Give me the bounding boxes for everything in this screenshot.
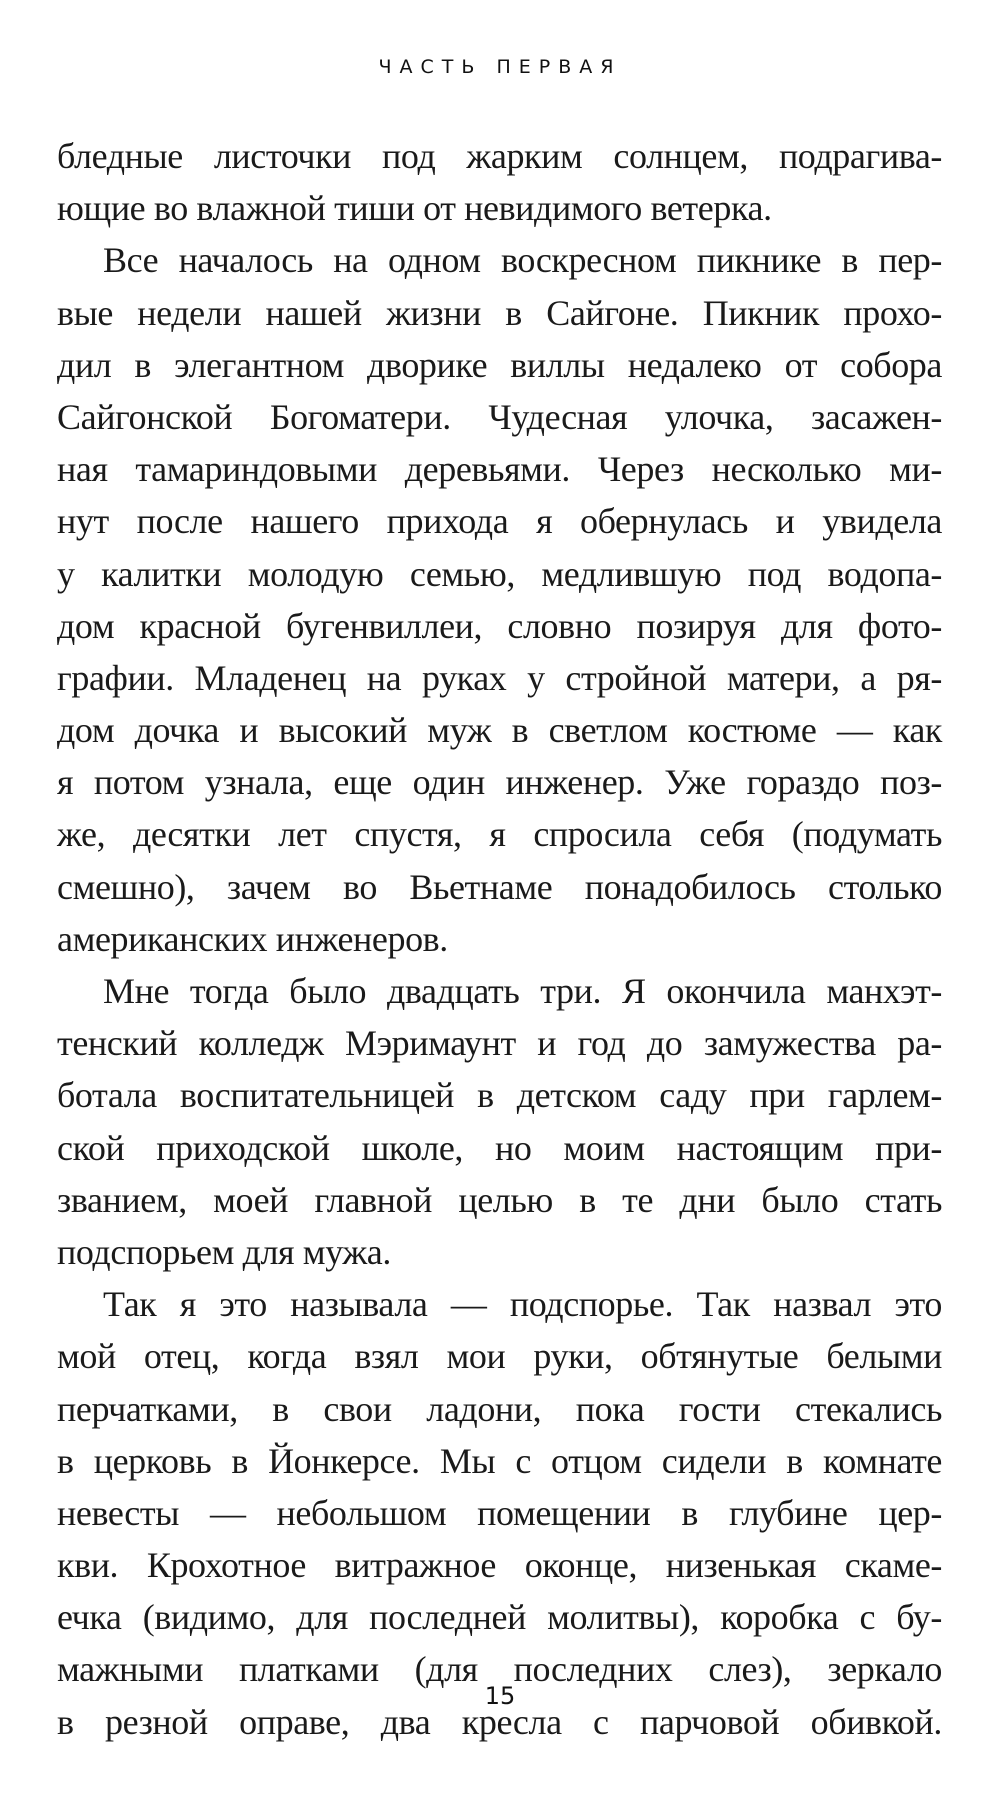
text-line: Все началось на одном воскресном пикнике в пер- bbox=[103, 240, 942, 281]
text-line: графии. Младенец на руках у стройной матери, а ря- bbox=[57, 657, 942, 698]
running-head-title: ЧАСТЬ ПЕРВАЯ bbox=[378, 56, 622, 78]
text-line: Сайгонской Богоматери. Чудесная улочка, засажен- bbox=[57, 396, 942, 437]
text-line: мажными платками (для последних слез), зеркало bbox=[57, 1649, 942, 1690]
text-line: смешно), зачем во Вьетнаме понадобилось столько bbox=[57, 866, 942, 907]
text-line: ботала воспитательницей в детском саду при гарлем- bbox=[57, 1075, 942, 1116]
text-line: перчатками, в свои ладони, пока гости стекались bbox=[57, 1388, 942, 1429]
text-line: ющие во влажной тиши от невидимого ветерка. bbox=[57, 188, 772, 229]
text-line: тенский колледж Мэримаунт и год до замужества ра- bbox=[57, 1023, 942, 1064]
text-line: ской приходской школе, но моим настоящим при- bbox=[57, 1127, 942, 1168]
page-number: 15 bbox=[484, 1682, 516, 1710]
text-line: у калитки молодую семью, медлившую под водопа- bbox=[57, 553, 942, 594]
text-line: вые недели нашей жизни в Сайгоне. Пикник прохо- bbox=[57, 292, 942, 333]
paragraph bbox=[57, 234, 942, 965]
text-line: американских инженеров. bbox=[57, 918, 448, 959]
text-line: кви. Крохотное витражное оконце, низенькая скаме- bbox=[57, 1545, 942, 1586]
text-line: ная тамариндовыми деревьями. Через несколько ми- bbox=[57, 449, 942, 490]
text-line: бледные листочки под жарким солнцем, подрагива- bbox=[57, 136, 942, 176]
text-line: же, десятки лет спустя, я спросила себя (подумать bbox=[57, 814, 942, 855]
text-line: невесты — небольшом помещении в глубине цер- bbox=[57, 1492, 942, 1533]
text-line: званием, моей главной целью в те дни было стать bbox=[57, 1179, 942, 1220]
text-line: дом дочка и высокий муж в светлом костюме — как bbox=[57, 710, 942, 751]
text-line: Мне тогда было двадцать три. Я окончила манхэт- bbox=[103, 971, 942, 1011]
text-line: ечка (видимо, для последней молитвы), коробка с бу- bbox=[57, 1597, 942, 1638]
text-line: дом красной бугенвиллеи, словно позируя для фото- bbox=[57, 605, 942, 646]
paragraph bbox=[57, 1278, 942, 1748]
text-line: в резной оправе, два кресла с парчовой обивкой. bbox=[57, 1701, 942, 1742]
paragraph bbox=[57, 130, 942, 234]
text-line: в церковь в Йонкерсе. Мы с отцом сидели в комнате bbox=[57, 1440, 942, 1481]
text-line: нут после нашего прихода я обернулась и увидела bbox=[57, 501, 942, 542]
text-line: подспорьем для мужа. bbox=[57, 1231, 391, 1272]
text-line: Так я это называла — подспорье. Так назвал это bbox=[103, 1284, 942, 1325]
body-text bbox=[57, 130, 942, 1748]
text-line: дил в элегантном дворике виллы недалеко от собора bbox=[57, 344, 942, 385]
text-line: я потом узнала, еще один инженер. Уже гораздо поз- bbox=[57, 762, 942, 803]
text-line: мой отец, когда взял мои руки, обтянутые белыми bbox=[57, 1336, 942, 1377]
paragraph bbox=[57, 965, 942, 1278]
